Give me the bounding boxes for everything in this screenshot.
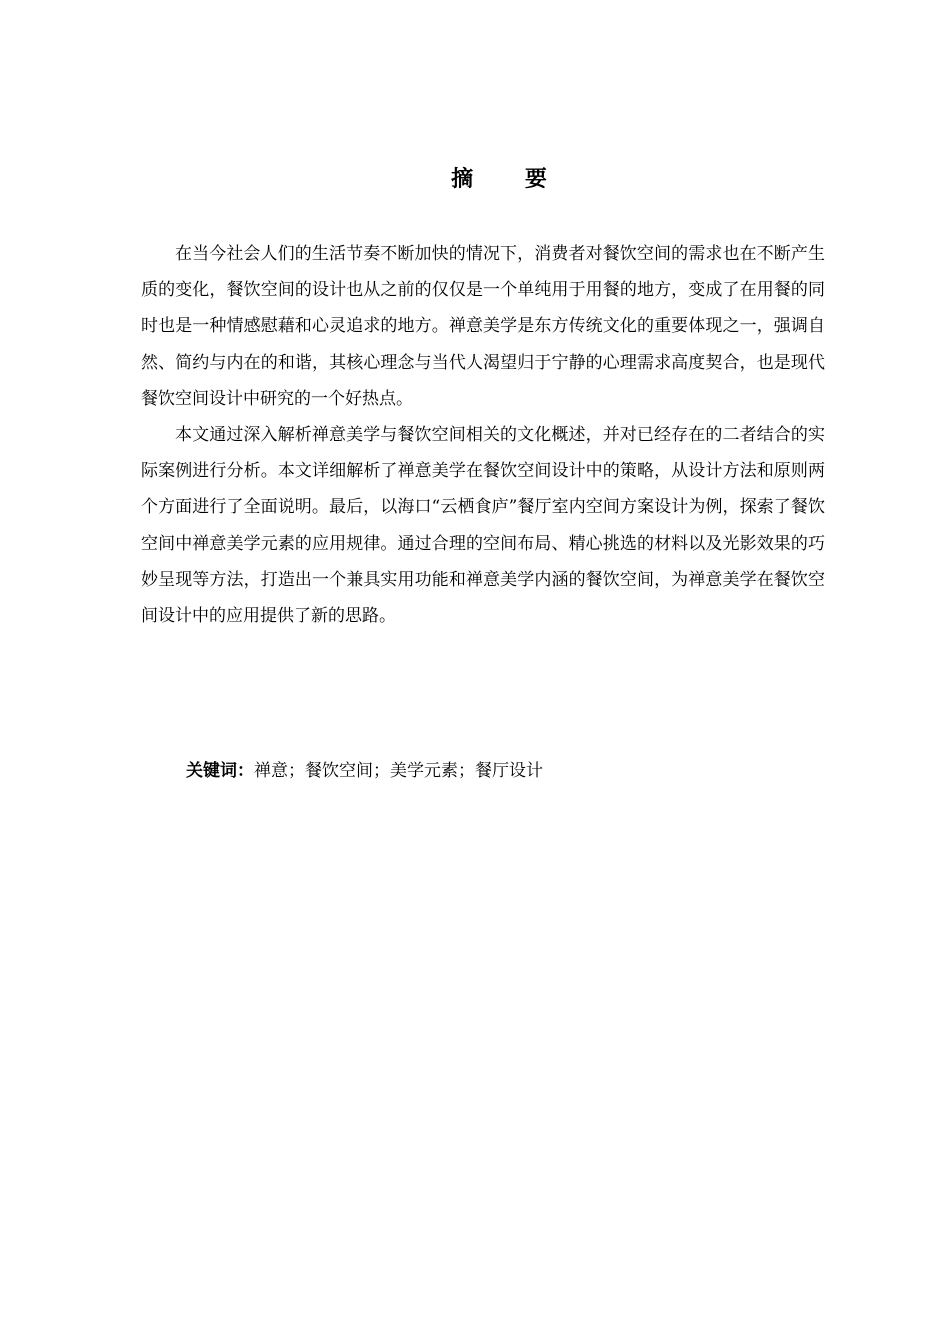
page-title: 摘 要 xyxy=(451,167,569,192)
abstract-paragraph-2: 本文通过深入解析禅意美学与餐饮空间相关的文化概述，并对已经存在的二者结合的实际案例进行分析。本文详细解析了禅意美学在餐饮空间设计中的策略，从设计方法和原则两个方面进行了全面说明。最后，以海口“云栖食庐”餐厅室内空间方案设计为例，探索了餐饮空间中禅意美学元素的应用规律。通过合理的空间布局、精心挑选的材料以及光影效果的巧妙呈现等方法，打造出一个兼具实用功能和禅意美学内涵的餐饮空间，为禅意美学在餐饮空间设计中的应用提供了新的思路。 xyxy=(141,425,825,627)
abstract-body xyxy=(141,236,825,634)
keywords-label: 关键词： xyxy=(186,761,254,781)
keywords-line xyxy=(186,756,543,786)
keywords-value: 禅意；餐饮空间；美学元素；餐厅设计 xyxy=(254,761,543,781)
abstract-paragraph-1: 在当今社会人们的生活节奏不断加快的情况下，消费者对餐饮空间的需求也在不断产生质的变化，餐饮空间的设计也从之前的仅仅是一个单纯用于用餐的地方，变成了在用餐的同时也是一种情感慰藉和心灵追求的地方。禅意美学是东方传统文化的重要体现之一，强调自然、简约与内在的和谐，其核心理念与当代人渴望归于宁静的心理需求高度契合，也是现代餐饮空间设计中研究的一个好热点。 xyxy=(141,244,825,409)
